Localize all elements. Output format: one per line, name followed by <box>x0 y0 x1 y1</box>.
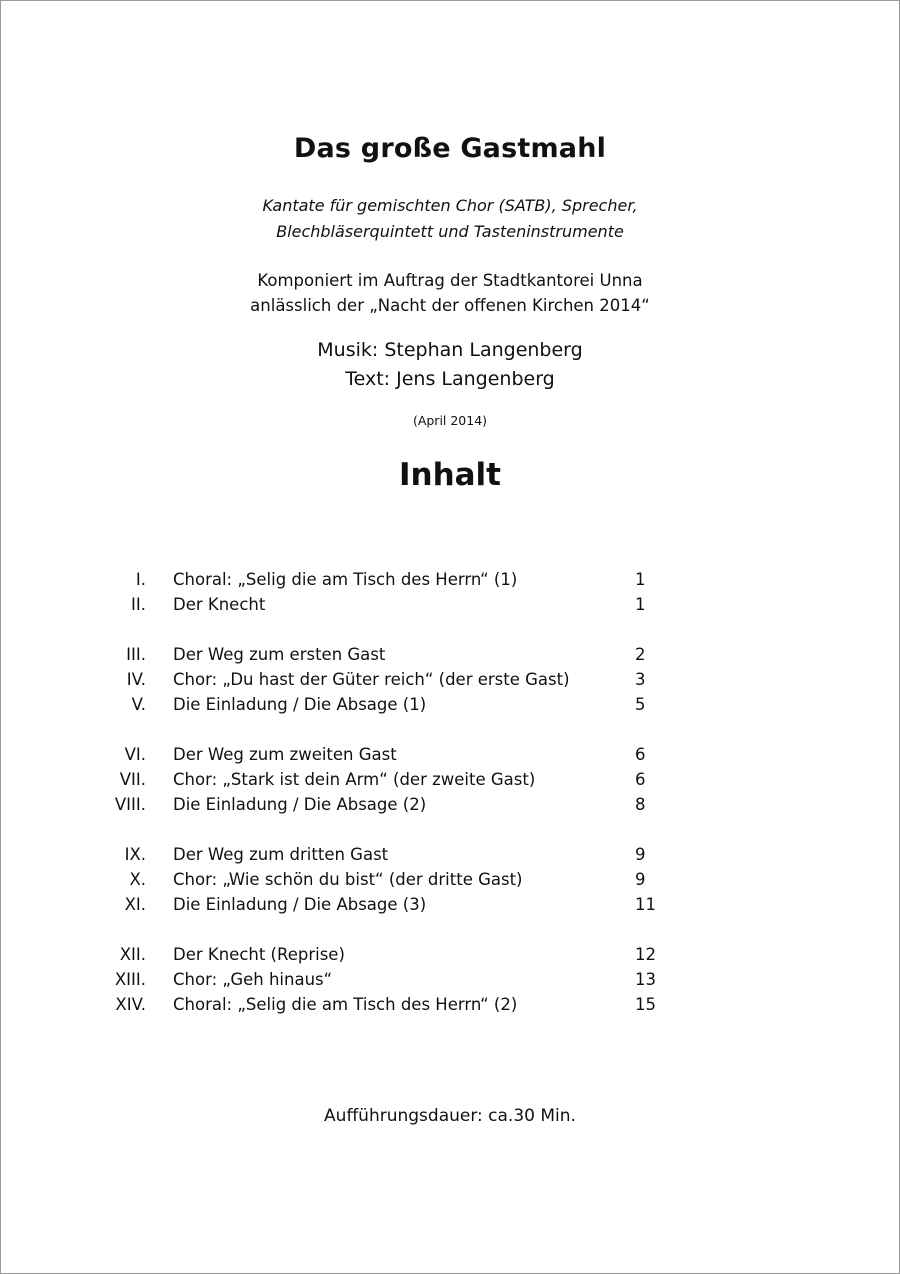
toc-entry-number: XII. <box>119 945 146 964</box>
toc-entry <box>1 867 899 892</box>
toc-entry <box>1 992 899 1017</box>
toc-entry <box>1 667 899 692</box>
commission-note <box>1 268 899 318</box>
toc-entry-number: XIV. <box>115 995 146 1014</box>
toc-group <box>1 567 899 617</box>
table-of-contents <box>1 567 899 1042</box>
toc-entry-page: 1 <box>635 570 646 589</box>
toc-entry <box>1 642 899 667</box>
toc-entry-number: XIII. <box>114 970 146 989</box>
toc-entry-title: Der Knecht (Reprise) <box>173 945 345 964</box>
toc-entry-number: II. <box>131 595 146 614</box>
toc-entry-page: 9 <box>635 845 646 864</box>
toc-entry-title: Der Weg zum ersten Gast <box>173 645 386 664</box>
toc-entry-title: Die Einladung / Die Absage (2) <box>173 795 427 814</box>
toc-group <box>1 842 899 917</box>
toc-entry-page: 12 <box>635 945 656 964</box>
subtitle-line: Kantate für gemischten Chor (SATB), Sprecher, <box>262 196 638 215</box>
toc-entry <box>1 692 899 717</box>
toc-entry-number: VII. <box>119 770 146 789</box>
toc-entry-title: Der Knecht <box>173 595 266 614</box>
toc-entry-title: Choral: „Selig die am Tisch des Herrn“ (1) <box>173 570 518 589</box>
subtitle-line: Blechbläserquintett und Tasteninstrumente <box>276 222 624 241</box>
toc-entry-number: III. <box>126 645 146 664</box>
toc-entry-number: IV. <box>126 670 146 689</box>
toc-entry <box>1 592 899 617</box>
commission-line: anlässlich der „Nacht der offenen Kirchen 2014“ <box>250 296 650 315</box>
toc-entry <box>1 942 899 967</box>
toc-entry-page: 9 <box>635 870 646 889</box>
toc-entry-title: Die Einladung / Die Absage (3) <box>173 895 427 914</box>
toc-group <box>1 942 899 1017</box>
toc-entry-number: VI. <box>124 745 146 764</box>
toc-entry-page: 6 <box>635 770 646 789</box>
toc-entry-title: Chor: „Wie schön du bist“ (der dritte Gast) <box>173 870 523 889</box>
toc-entry-number: X. <box>129 870 146 889</box>
toc-heading: Inhalt <box>398 457 502 493</box>
commission-line: Komponiert im Auftrag der Stadtkantorei Unna <box>257 271 643 290</box>
toc-entry-number: VIII. <box>114 795 146 814</box>
toc-entry <box>1 967 899 992</box>
toc-group <box>1 742 899 817</box>
toc-entry-page: 13 <box>635 970 656 989</box>
toc-group <box>1 642 899 717</box>
document-title: Das große Gastmahl <box>293 133 607 164</box>
toc-entry-page: 2 <box>635 645 646 664</box>
toc-entry-title: Der Weg zum zweiten Gast <box>173 745 397 764</box>
toc-entry-page: 1 <box>635 595 646 614</box>
toc-entry-number: V. <box>131 695 146 714</box>
toc-entry-page: 11 <box>635 895 656 914</box>
toc-entry-title: Chor: „Du hast der Güter reich“ (der erste Gast) <box>173 670 570 689</box>
subtitle <box>1 193 899 245</box>
music-credit: Musik: Stephan Langenberg <box>317 339 583 361</box>
toc-entry-title: Der Weg zum dritten Gast <box>173 845 389 864</box>
toc-entry-title: Chor: „Stark ist dein Arm“ (der zweite Gast) <box>173 770 536 789</box>
toc-entry-page: 8 <box>635 795 646 814</box>
toc-entry <box>1 742 899 767</box>
toc-entry <box>1 767 899 792</box>
toc-entry <box>1 567 899 592</box>
toc-entry-number: XI. <box>124 895 146 914</box>
performance-duration: Aufführungsdauer: ca.30 Min. <box>324 1106 576 1126</box>
toc-entry-page: 6 <box>635 745 646 764</box>
toc-entry-title: Choral: „Selig die am Tisch des Herrn“ (2) <box>173 995 518 1014</box>
toc-entry-number: IX. <box>124 845 146 864</box>
toc-entry <box>1 892 899 917</box>
toc-entry <box>1 792 899 817</box>
credits <box>1 336 899 394</box>
toc-entry-number: I. <box>135 570 146 589</box>
composition-date: (April 2014) <box>412 413 488 428</box>
text-credit: Text: Jens Langenberg <box>345 368 555 390</box>
toc-entry <box>1 842 899 867</box>
toc-entry-title: Chor: „Geh hinaus“ <box>173 970 333 989</box>
toc-entry-title: Die Einladung / Die Absage (1) <box>173 695 427 714</box>
toc-entry-page: 5 <box>635 695 646 714</box>
toc-entry-page: 15 <box>635 995 656 1014</box>
toc-entry-page: 3 <box>635 670 646 689</box>
